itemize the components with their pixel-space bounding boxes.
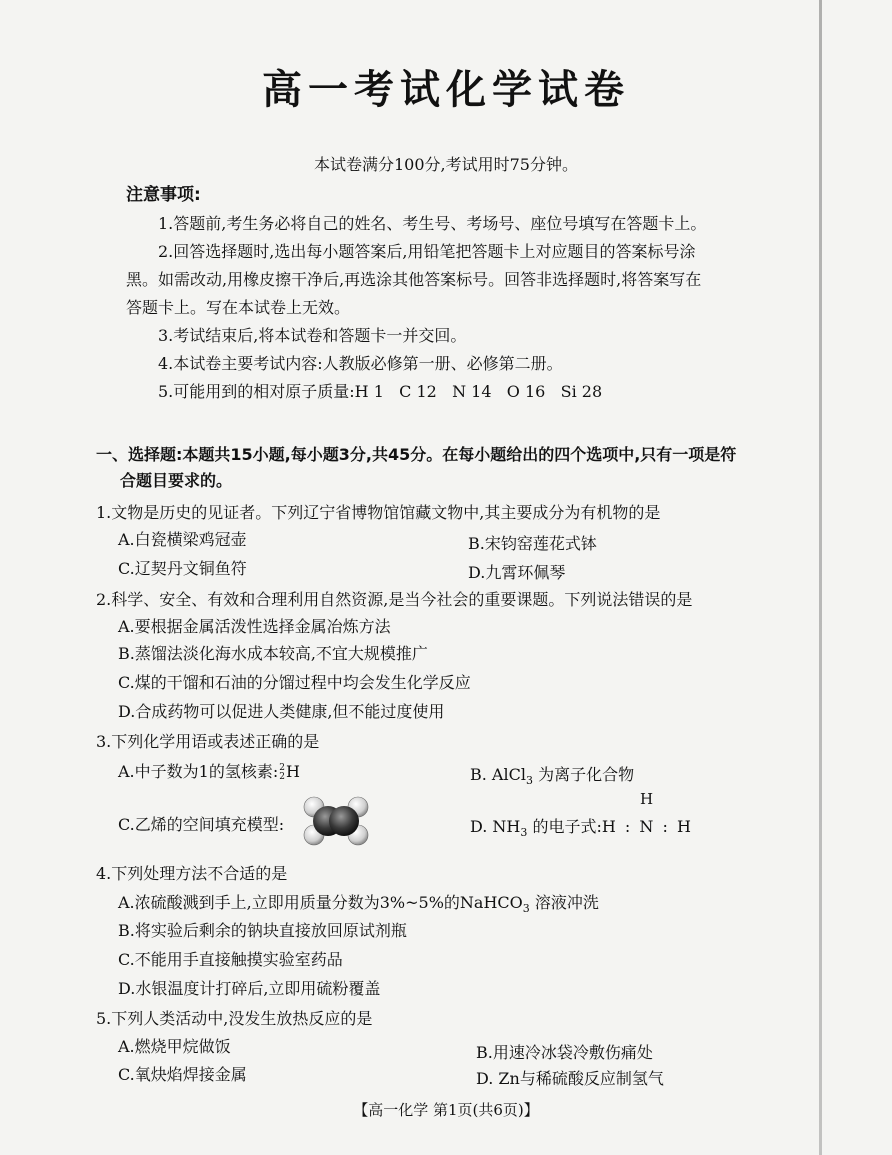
isotope-numbers [279, 764, 285, 782]
notice-list [126, 210, 766, 406]
question-4-option-a [118, 890, 599, 915]
question-3-option-d [470, 814, 693, 839]
subscript: 3 [520, 826, 528, 840]
question-1-option-d: D.九霄环佩琴 [468, 563, 566, 582]
notice-item: 5.可能用到的相对原子质量:H 1 C 12 N 14 O 16 Si 28 [158, 382, 603, 401]
question-5-option-d: D. Zn与稀硫酸反应制氢气 [476, 1069, 664, 1088]
question-2-option-c: C.煤的干馏和石油的分馏过程中均会发生化学反应 [118, 673, 471, 692]
question-4-option-d: D.水银温度计打碎后,立即用硫粉覆盖 [118, 979, 381, 998]
subscript: 3 [525, 774, 533, 788]
mass-number: 2 [279, 762, 285, 773]
exam-subtitle: 本试卷满分100分,考试用时75分钟。 [314, 155, 578, 174]
question-1-option-c: C.辽契丹文铜鱼符 [118, 559, 247, 578]
question-5-stem: 5.下列人类活动中,没发生放热反应的是 [96, 1009, 373, 1028]
option-d-text: D. NH [470, 817, 521, 836]
option-c-text: C.乙烯的空间填充模型: [118, 815, 285, 834]
question-3-stem: 3.下列化学用语或表述正确的是 [96, 732, 320, 751]
option-a-rest: 溶液冲洗 [534, 893, 599, 912]
section-heading [96, 442, 796, 494]
question-1-stem: 1.文物是历史的见证者。下列辽宁省博物馆馆藏文物中,其主要成分为有机物的是 [96, 503, 661, 522]
notice-item: 4.本试卷主要考试内容:人教版必修第一册、必修第二册。 [158, 354, 563, 373]
option-a-text: A.中子数为1的氢核素: [118, 762, 279, 781]
option-d-rest: 的电子式: [532, 817, 602, 836]
option-a-text: A.浓硫酸溅到手上,立即用质量分数为3%~5%的NaHCO [118, 893, 523, 912]
question-5-option-b: B.用速冷冰袋冷敷伤痛处 [476, 1043, 653, 1062]
option-b-rest: 为离子化合物 [538, 765, 635, 784]
question-4-stem: 4.下列处理方法不合适的是 [96, 864, 288, 883]
question-5-option-c: C.氧炔焰焊接金属 [118, 1065, 247, 1084]
notice-item: 1.答题前,考生务必将自己的姓名、考生号、考场号、座位号填写在答题卡上。 [158, 214, 707, 233]
section-heading-line1: 一、选择题:本题共15小题,每小题3分,共45分。在每小题给出的四个选项中,只有一项是符 [96, 445, 737, 464]
element-symbol: H [285, 762, 300, 781]
question-3-option-c [118, 812, 284, 835]
question-5-option-a: A.燃烧甲烷做饭 [118, 1037, 231, 1056]
question-2-option-a: A.要根据金属活泼性选择金属冶炼方法 [118, 617, 391, 636]
exam-title: 高一考试化学试卷 [262, 66, 630, 113]
question-2-option-d: D.合成药物可以促进人类健康,但不能过度使用 [118, 702, 445, 721]
electron-formula: H : N : H [601, 817, 693, 836]
ethylene-model-icon [300, 796, 372, 846]
question-2-option-b: B.蒸馏法淡化海水成本较高,不宜大规模推广 [118, 644, 428, 663]
notice-item: 答题卡上。写在本试卷上无效。 [126, 298, 351, 317]
notice-item: 黑。如需改动,用橡皮擦干净后,再选涂其他答案标号。回答非选择题时,将答案写在 [126, 270, 702, 289]
page-footer: 【高一化学 第1页(共6页)】 [353, 1101, 539, 1119]
question-3-option-a [118, 759, 300, 782]
question-3-option-b [470, 762, 634, 787]
subscript: 3 [522, 902, 530, 916]
question-1-option-a: A.白瓷横梁鸡冠壶 [118, 530, 247, 549]
atomic-number: 2 [279, 771, 285, 782]
question-2-stem: 2.科学、安全、有效和合理利用自然资源,是当今社会的重要课题。下列说法错误的是 [96, 590, 693, 609]
notice-item: 3.考试结束后,将本试卷和答题卡一并交回。 [158, 326, 467, 345]
question-4-option-c: C.不能用手直接触摸实验室药品 [118, 950, 343, 969]
option-b-text: B. AlCl [470, 765, 526, 784]
notice-heading: 注意事项: [126, 185, 201, 205]
section-heading-line2: 合题目要求的。 [120, 471, 233, 490]
notice-item: 2.回答选择题时,选出每小题答案后,用铅笔把答题卡上对应题目的答案标号涂 [158, 242, 696, 261]
question-1-option-b: B.宋钧窑莲花式钵 [468, 534, 597, 553]
electron-formula-top-h: H [640, 790, 654, 808]
question-4-option-b: B.将实验后剩余的钠块直接放回原试剂瓶 [118, 921, 407, 940]
